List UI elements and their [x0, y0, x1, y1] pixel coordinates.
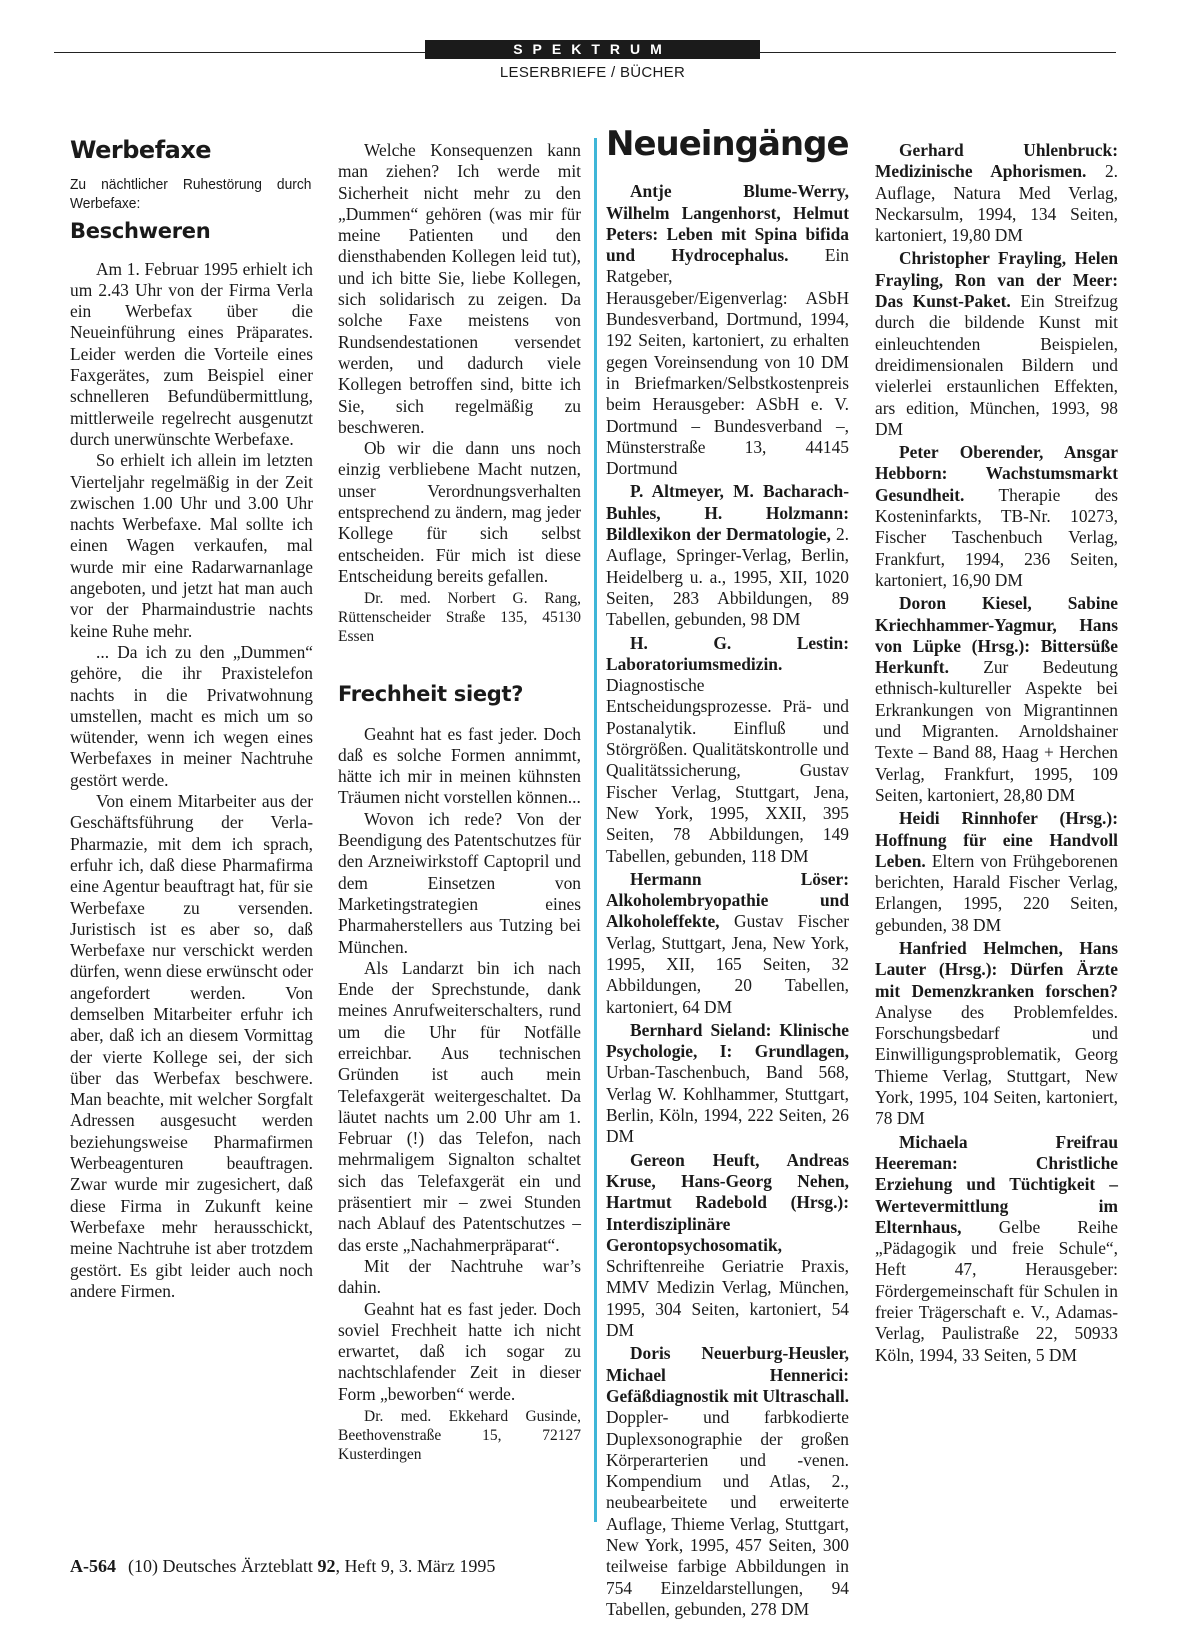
books-title: Neueingänge [606, 124, 849, 164]
accent-rule [594, 138, 597, 1522]
letter-subtitle-2: Frechheit siegt? [338, 682, 524, 707]
paragraph: So erhielt ich allein im letzten Vierteljahr regelmäßig in der Zeit zwischen 1.00 Uhr und 3.00 Uhr nachts Werbefaxe. Mal sollte ich einen Wagen verkaufen, mal wurde mir eine Radarwarnanlage angeboten, und jetzt hat man auch vor der Pharmaindustrie nachts keine Ruhe mehr. [70, 450, 313, 641]
letter-signature: Dr. med. Norbert G. Rang, Rüttenscheider Straße 135, 45130 Essen [338, 590, 581, 646]
letter-intro: Zu nächtlicher Ruhestörung durch Werbefaxe: [70, 176, 312, 213]
book-entry: Doris Neuerburg-Heusler, Michael Hennerici: Gefäßdiagnostik mit Ultraschall. Doppler- und farbkodierte Duplexsonographie der großen Körperarterien und -venen. Kompendium und Atlas, 2., neubearbeitete und erweiterte Auflage, Thieme Verlag, Stuttgart, New York, 1995, 457 Seiten, 300 teilweise farbige Abbildungen in 754 Einzeldarstellungen, 94 Tabellen, gebunden, 278 DM [606, 1343, 849, 1619]
paragraph: Von einem Mitarbeiter aus der Geschäftsführung der Verla-Pharmazie, mit dem ich sprach, erfuhr ich, daß diese Pharmafirma eine Agentur beauftragt hat, für sie Werbefaxe zu versenden. Juristisch ist es aber so, daß Werbefaxe nur verschickt werden dürfen, wenn diese erwünscht oder angefordert werden. Von demselben Mitarbeiter erfuhr ich aber, daß ich an diesem Vormittag der vierte Kollege sei, der sich über das Werbefax beschwere. Man beachte, mit welcher Sorgfalt Adressen ausgesucht werden beziehungsweise Pharmafirmen Werbeagenturen beauftragen. Zwar wurde mir zugesichert, daß diese Firma in Zukunft keine Werbefaxe mehr herausschickt, meine Nachtruhe ist aber trotzdem gestört. Es gibt leider auch noch andere Firmen. [70, 791, 313, 1301]
book-entry: Michaela Freifrau Heereman: Christliche Erziehung und Tüchtigkeit – Wertevermittlung im Elternhaus, Gelbe Reihe „Pädagogik und freie Schule“, Heft 47, Herausgeber: Fördergemeinschaft für Schulen in freier Trägerschaft e. V., Adamas-Verlag, Paulistraße 22, 50933 Köln, 1994, 33 Seiten, 5 DM [875, 1131, 1118, 1365]
letter-title: Werbefaxe [70, 136, 212, 164]
book-entry: P. Altmeyer, M. Bacharach-Buhles, H. Holzmann: Bildlexikon der Dermatologie, 2. Auflage, Springer-Verlag, Berlin, Heidelberg u. a., 1995, XII, 1020 Seiten, 283 Abbildungen, 89 Tabellen, gebunden, 98 DM [606, 481, 850, 630]
page-footer [70, 1556, 495, 1577]
book-entry: Christopher Frayling, Helen Frayling, Ron van der Meer: Das Kunst-Paket. Ein Streifzug durch die bildende Kunst mit einleuchtenden Beispielen, dreidimensionalen Bildern und vielerlei erstaunlichen Effekten, ars edition, München, 1993, 98 DM [875, 248, 1118, 439]
paragraph: Mit der Nachtruhe war’s dahin. [338, 1255, 581, 1298]
book-entry: Hermann Löser: Alkoholembryopathie und Alkoholeffekte, Gustav Fischer Verlag, Stuttgart, Jena, New York, 1995, XII, 165 Seiten, 32 Abbildungen, 20 Tabellen, kartoniert, 64 DM [606, 868, 849, 1017]
book-entry: H. G. Lestin: Laboratoriumsmedizin. Diagnostische Entscheidungsprozesse. Prä- und Postanalytik. Einfluß und Störgrößen. Qualitätskontrolle und Qualitätssicherung, Gustav Fischer Verlag, Stuttgart, Jena, New York, 1995, XXII, 395 Seiten, 78 Abbildungen, 149 Tabellen, gebunden, 118 DM [606, 632, 849, 866]
section-banner: SPEKTRUM [425, 40, 760, 59]
book-entry: Doron Kiesel, Sabine Kriechhammer-Yagmur, Hans von Lüpke (Hrsg.): Bittersüße Herkunft. Zur Bedeutung ethnisch-kultureller Aspekte bei Erkrankungen von Migrantinnen und Migranten. Arnoldshainer Texte – Band 88, Haag + Herchen Verlag, Frankfurt, 1995, 109 Seiten, kartoniert, 28,80 DM [875, 593, 1118, 805]
column-1 [70, 136, 313, 1302]
paragraph: Geahnt hat es fast jeder. Doch soviel Frechheit hatte ich nicht erwartet, daß ich sogar zu nachtschlafender Zeit in dieser Form „beworben“ werde. [338, 1298, 581, 1404]
column-4 [875, 140, 1118, 1368]
book-entry: Gerhard Uhlenbruck: Medizinische Aphorismen. 2. Auflage, Natura Med Verlag, Neckarsulm, 1994, 134 Seiten, kartoniert, 19,80 DM [875, 140, 1118, 246]
book-entry: Hanfried Helmchen, Hans Lauter (Hrsg.): Dürfen Ärzte mit Demenzkranken forschen? Analyse des Problemfeldes. Forschungsbedarf und Einwilligungsproblematik, Georg Thieme Verlag, Stuttgart, New York, 1995, 104 Seiten, kartoniert, 78 DM [875, 937, 1118, 1129]
page-number: A-564 [70, 1556, 116, 1576]
book-entry: Bernhard Sieland: Klinische Psychologie, I: Grundlagen, Urban-Taschenbuch, Band 568, Verlag W. Kohlhammer, Stuttgart, Berlin, Köln, 1994, 222 Seiten, 26 DM [606, 1019, 849, 1147]
paragraph: Wovon ich rede? Von der Beendigung des Patentschutzes für den Arzneiwirkstoff Captopril und dem Einsetzen von Marketingstrategien eines Pharmaherstellers aus Tutzing bei München. [338, 808, 581, 957]
column-2 [338, 140, 581, 1464]
letter-subtitle: Beschweren [70, 219, 211, 244]
paragraph: ... Da ich zu den „Dummen“ gehöre, die ihr Praxistelefon nachts in die Privatwohnung umstellen, macht es mich um so wütender, wenn ich wegen eines Werbefaxes in meiner Nachtruhe gestört werde. [70, 641, 313, 790]
paragraph: Welche Konsequenzen kann man ziehen? Ich werde mit Sicherheit nicht mehr zu den „Dummen“ gehören (was mir für meine Patienten und den diensthabenden Kollegen leid tut), und ich bitte Sie, liebe Kollegen, sich solidarisch zu zeigen. Da solche Faxe meistens von Rundsendestationen versendet werden, und dadurch viele Kollegen betroffen sind, bitte ich Sie, sich regelmäßig zu beschweren. [338, 140, 581, 437]
book-entry: Peter Oberender, Ansgar Hebborn: Wachstumsmarkt Gesundheit. Therapie des Kosteninfarkts, TB-Nr. 10273, Fischer Taschenbuch Verlag, Frankfurt, 1994, 236 Seiten, kartoniert, 16,90 DM [875, 442, 1118, 590]
paragraph: Am 1. Februar 1995 erhielt ich um 2.43 Uhr von der Firma Verla ein Werbefax über die Neueinführung eines Präparates. Leider werden die Vorteile eines Faxgerätes, zum Beispiel einer schnelleren Befundübermittlung, mittlerweile regelrecht ausgenutzt durch unerwünschte Werbefaxe. [70, 258, 313, 449]
book-entry: Gereon Heuft, Andreas Kruse, Hans-Georg Nehen, Hartmut Radebold (Hrsg.): Interdisziplinäre Gerontopsychosomatik, Schriftenreihe Geriatrie Praxis, MMV Medizin Verlag, München, 1995, 304 Seiten, kartoniert, 54 DM [606, 1149, 849, 1341]
column-3 [606, 124, 850, 1622]
paragraph: Geahnt hat es fast jeder. Doch daß es solche Formen annimmt, hätte ich mir in meinen kühnsten Träumen nicht vorstellen können... [338, 723, 581, 808]
section-subtitle: LESERBRIEFE / BÜCHER [499, 64, 686, 81]
paragraph: Als Landarzt bin ich nach Ende der Sprechstunde, dank meines Anrufweiterschalters, rund um die Uhr für Notfälle erreichbar. Aus technischen Gründen ist auch mein Telefaxgerät weitergeschaltet. Da läutet nachts um 2.00 Uhr am 1. Februar (!) das Telefon, nach mehrmaligem Signalton schaltet sich das Telefaxgerät ein und präsentiert mir – zwei Stunden nach Ablauf des Patentschutzes – das erste „Nachahmerpräparat“. [338, 957, 581, 1255]
letter-signature-2: Dr. med. Ekkehard Gusinde, Beethovenstraße 15, 72127 Kusterdingen [338, 1408, 581, 1464]
book-entry: Antje Blume-Werry, Wilhelm Langenhorst, Helmut Peters: Leben mit Spina bifida und Hydrocephalus. Ein Ratgeber, Herausgeber/Eigenverlag: ASbH Bundesverband, Dortmund, 1994, 192 Seiten, kartoniert, zu erhalten gegen Voreinsendung von 10 DM in Briefmarken/Selbstkostenpreis beim Herausgeber: ASbH e. V. Dortmund – Bundesverband –, Münsterstraße 13, 44145 Dortmund [606, 181, 850, 479]
paragraph: Ob wir die dann uns noch einzig verbliebene Macht nutzen, unser Verordnungsverhalten entsprechend zu ändern, mag jeder Kollege für sich selbst entscheiden. Für mich ist diese Entscheidung bereits gefallen. [338, 438, 581, 586]
volume-number: 92 [317, 1556, 336, 1576]
citation-text: (10) Deutsches Ärzteblatt [128, 1556, 318, 1576]
citation-date: , Heft 9, 3. März 1995 [335, 1556, 496, 1576]
book-entry: Heidi Rinnhofer (Hrsg.): Hoffnung für eine Handvoll Leben. Eltern von Frühgeborenen berichten, Harald Fischer Verlag, Erlangen, 1995, 220 Seiten, gebunden, 38 DM [875, 808, 1118, 935]
